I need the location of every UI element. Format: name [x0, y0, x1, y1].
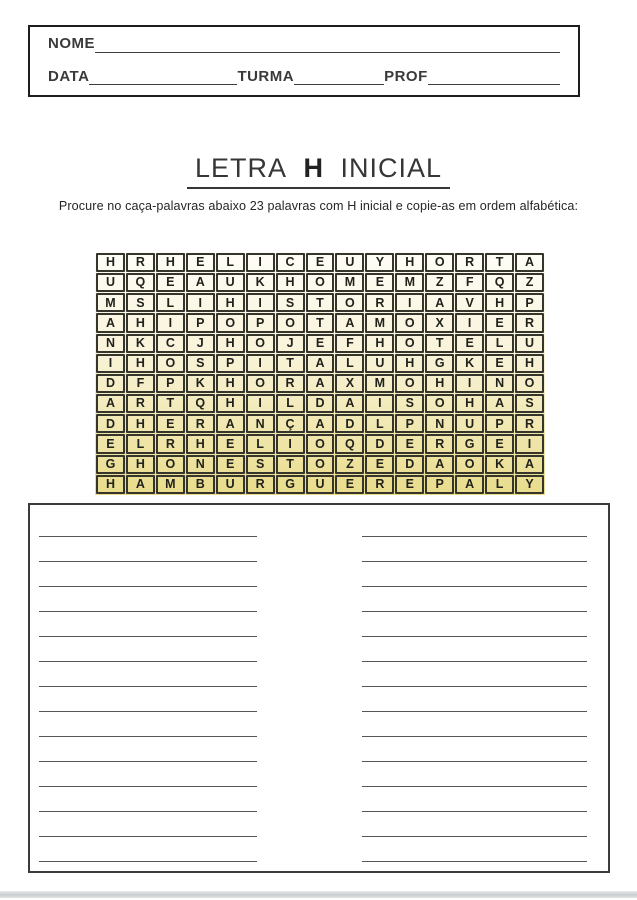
grid-cell: Y [365, 253, 394, 272]
grid-cell: M [365, 374, 394, 393]
grid-cell: L [216, 253, 245, 272]
page-title [0, 153, 637, 189]
grid-cell: E [216, 434, 245, 453]
grid-cell: A [216, 414, 245, 433]
title-letter-h: H [303, 153, 324, 183]
grid-cell: E [306, 334, 335, 353]
grid-cell: G [425, 354, 454, 373]
student-info-box [28, 25, 580, 97]
answer-line[interactable] [362, 612, 587, 637]
answer-line[interactable] [39, 787, 257, 812]
grid-cell: N [246, 414, 275, 433]
grid-cell: H [395, 354, 424, 373]
grid-cell: O [156, 354, 185, 373]
grid-cell: A [335, 394, 364, 413]
grid-cell: U [515, 334, 544, 353]
grid-cell: O [395, 313, 424, 332]
grid-cell: S [246, 455, 275, 474]
page-title-text [187, 153, 450, 189]
answer-line[interactable] [362, 812, 587, 837]
grid-cell: S [276, 293, 305, 312]
grid-cell: A [485, 394, 514, 413]
grid-cell: I [186, 293, 215, 312]
grid-cell: L [276, 394, 305, 413]
answer-line[interactable] [362, 712, 587, 737]
grid-cell: H [365, 334, 394, 353]
grid-cell: H [216, 374, 245, 393]
grid-cell: H [216, 334, 245, 353]
grid-cell: R [365, 293, 394, 312]
grid-cell: F [335, 334, 364, 353]
answer-line[interactable] [362, 512, 587, 537]
answer-line[interactable] [362, 762, 587, 787]
grid-cell: H [455, 394, 484, 413]
title-suffix: INICIAL [340, 153, 443, 183]
grid-cell: E [485, 354, 514, 373]
grid-cell: U [216, 273, 245, 292]
grid-cell: L [485, 334, 514, 353]
grid-cell: D [335, 414, 364, 433]
grid-cell: Q [335, 434, 364, 453]
grid-cell: N [186, 455, 215, 474]
answer-line[interactable] [39, 737, 257, 762]
grid-cell: A [306, 374, 335, 393]
grid-cell: O [515, 374, 544, 393]
grid-cell: N [485, 374, 514, 393]
instruction-text: Procure no caça-palavras abaixo 23 palavras com H inicial e copie-as em ordem alfabética: [58, 199, 579, 213]
grid-cell: A [306, 354, 335, 373]
grid-cell: L [246, 434, 275, 453]
grid-cell: I [395, 293, 424, 312]
grid-cell: F [455, 273, 484, 292]
grid-cell: K [455, 354, 484, 373]
answer-line[interactable] [39, 812, 257, 837]
grid-cell: U [216, 475, 245, 494]
answer-line[interactable] [39, 512, 257, 537]
grid-cell: E [365, 273, 394, 292]
grid-cell: P [425, 475, 454, 494]
grid-cell: Q [126, 273, 155, 292]
grid-cell: I [156, 313, 185, 332]
grid-cell: H [485, 293, 514, 312]
grid-cell: G [276, 475, 305, 494]
answer-line[interactable] [39, 562, 257, 587]
grid-cell: N [425, 414, 454, 433]
grid-cell: P [395, 414, 424, 433]
grid-cell: O [395, 334, 424, 353]
grid-cell: H [126, 354, 155, 373]
answer-column [362, 512, 587, 862]
answer-line[interactable] [362, 587, 587, 612]
grid-cell: I [246, 253, 275, 272]
grid-cell: R [276, 374, 305, 393]
grid-cell: H [126, 455, 155, 474]
grid-cell: O [425, 394, 454, 413]
grid-cell: H [186, 434, 215, 453]
answer-line[interactable] [362, 662, 587, 687]
grid-cell: T [485, 253, 514, 272]
grid-cell: T [306, 313, 335, 332]
grid-cell: O [335, 293, 364, 312]
grid-cell: E [395, 475, 424, 494]
grid-cell: G [455, 434, 484, 453]
grid-cell: C [156, 334, 185, 353]
grid-cell: R [515, 414, 544, 433]
grid-cell: I [455, 313, 484, 332]
grid-cell: T [276, 354, 305, 373]
grid-cell: I [96, 354, 125, 373]
answer-line[interactable] [39, 687, 257, 712]
grid-cell: A [515, 455, 544, 474]
grid-cell: E [156, 414, 185, 433]
grid-cell: J [276, 334, 305, 353]
grid-cell: S [515, 394, 544, 413]
grid-cell: O [306, 273, 335, 292]
grid-cell: R [126, 394, 155, 413]
grid-cell: H [126, 313, 155, 332]
grid-cell: M [365, 313, 394, 332]
grid-cell: K [246, 273, 275, 292]
grid-cell: G [96, 455, 125, 474]
grid-cell: X [335, 374, 364, 393]
grid-cell: R [156, 434, 185, 453]
grid-cell: U [96, 273, 125, 292]
answer-line[interactable] [362, 687, 587, 712]
grid-cell: M [395, 273, 424, 292]
grid-cell: A [186, 273, 215, 292]
grid-cell: M [335, 273, 364, 292]
grid-cell: L [365, 414, 394, 433]
grid-cell: D [395, 455, 424, 474]
grid-cell: E [156, 273, 185, 292]
answer-line[interactable] [39, 612, 257, 637]
grid-cell: I [515, 434, 544, 453]
grid-cell: P [485, 414, 514, 433]
grid-cell: Q [485, 273, 514, 292]
grid-cell: E [335, 475, 364, 494]
grid-cell: Y [515, 475, 544, 494]
grid-cell: H [156, 253, 185, 272]
grid-cell: M [96, 293, 125, 312]
grid-cell: Z [515, 273, 544, 292]
grid-cell: O [455, 455, 484, 474]
name-label: NOME [48, 35, 95, 52]
answer-line[interactable] [39, 762, 257, 787]
answer-line[interactable] [39, 637, 257, 662]
name-input-line[interactable] [95, 37, 560, 53]
grid-cell: K [485, 455, 514, 474]
teacher-input-line[interactable] [428, 69, 560, 85]
grid-cell: I [276, 434, 305, 453]
answer-line[interactable] [39, 837, 257, 862]
answer-line[interactable] [39, 587, 257, 612]
answer-line[interactable] [362, 637, 587, 662]
grid-cell: H [216, 394, 245, 413]
grid-cell: E [455, 334, 484, 353]
grid-cell: H [515, 354, 544, 373]
grid-cell: D [306, 394, 335, 413]
class-label: TURMA [237, 67, 295, 85]
grid-cell: S [395, 394, 424, 413]
date-label: DATA [48, 67, 90, 85]
grid-cell: T [276, 455, 305, 474]
answer-line[interactable] [362, 837, 587, 862]
grid-cell: U [335, 253, 364, 272]
grid-cell: K [186, 374, 215, 393]
title-prefix: LETRA [194, 153, 287, 183]
grid-cell: X [425, 313, 454, 332]
word-grid [95, 252, 545, 495]
grid-cell: E [485, 313, 514, 332]
grid-cell: H [126, 414, 155, 433]
answers-box [28, 503, 610, 873]
date-class-prof-row [48, 69, 560, 86]
teacher-label: PROF [384, 67, 428, 85]
grid-cell: N [96, 334, 125, 353]
grid-cell: T [156, 394, 185, 413]
grid-cell: O [276, 313, 305, 332]
class-input-line[interactable] [294, 69, 384, 85]
grid-cell: J [186, 334, 215, 353]
grid-cell: R [365, 475, 394, 494]
grid-cell: P [186, 313, 215, 332]
grid-cell: A [96, 394, 125, 413]
grid-cell: D [96, 374, 125, 393]
grid-cell: T [306, 293, 335, 312]
grid-cell: L [485, 475, 514, 494]
grid-cell: P [515, 293, 544, 312]
grid-cell: A [455, 475, 484, 494]
grid-cell: U [455, 414, 484, 433]
grid-cell: A [306, 414, 335, 433]
grid-cell: H [216, 293, 245, 312]
grid-cell: A [335, 313, 364, 332]
grid-cell: R [126, 253, 155, 272]
grid-cell: A [126, 475, 155, 494]
grid-cell: Q [186, 394, 215, 413]
grid-cell: A [96, 313, 125, 332]
grid-cell: L [156, 293, 185, 312]
grid-cell: R [515, 313, 544, 332]
grid-cell: O [246, 334, 275, 353]
grid-cell: S [186, 354, 215, 373]
grid-cell: A [425, 293, 454, 312]
grid-cell: F [126, 374, 155, 393]
grid-cell: M [156, 475, 185, 494]
grid-cell: H [425, 374, 454, 393]
grid-cell: V [455, 293, 484, 312]
grid-cell: E [395, 434, 424, 453]
grid-cell: O [306, 455, 335, 474]
grid-cell: D [96, 414, 125, 433]
grid-cell: P [246, 313, 275, 332]
grid-cell: R [186, 414, 215, 433]
answer-line[interactable] [362, 737, 587, 762]
grid-cell: H [276, 273, 305, 292]
grid-cell: R [246, 475, 275, 494]
grid-cell: E [216, 455, 245, 474]
grid-cell: A [425, 455, 454, 474]
grid-cell: L [126, 434, 155, 453]
grid-cell: O [246, 374, 275, 393]
grid-cell: B [186, 475, 215, 494]
grid-cell: L [335, 354, 364, 373]
grid-cell: R [425, 434, 454, 453]
grid-cell: T [425, 334, 454, 353]
answer-line[interactable] [362, 787, 587, 812]
grid-cell: A [515, 253, 544, 272]
grid-cell: P [216, 354, 245, 373]
answer-line[interactable] [362, 562, 587, 587]
grid-cell: Z [425, 273, 454, 292]
grid-cell: O [425, 253, 454, 272]
grid-cell: E [306, 253, 335, 272]
grid-cell: O [216, 313, 245, 332]
grid-cell: E [365, 455, 394, 474]
grid-cell: I [246, 354, 275, 373]
grid-cell: U [365, 354, 394, 373]
name-row [48, 36, 560, 53]
grid-cell: H [96, 253, 125, 272]
grid-cell: E [186, 253, 215, 272]
answer-line[interactable] [39, 662, 257, 687]
grid-cell: R [455, 253, 484, 272]
answer-line[interactable] [362, 537, 587, 562]
grid-cell: H [395, 253, 424, 272]
grid-cell: U [306, 475, 335, 494]
grid-cell: C [276, 253, 305, 272]
grid-cell: P [156, 374, 185, 393]
date-input-line[interactable] [89, 69, 237, 85]
grid-cell: E [485, 434, 514, 453]
grid-cell: K [126, 334, 155, 353]
grid-cell: O [156, 455, 185, 474]
grid-cell: I [455, 374, 484, 393]
scan-edge-shadow [0, 891, 637, 898]
answer-column [39, 512, 257, 862]
grid-cell: I [246, 293, 275, 312]
grid-cell: H [96, 475, 125, 494]
grid-cell: E [96, 434, 125, 453]
grid-cell: S [126, 293, 155, 312]
grid-cell: O [306, 434, 335, 453]
answer-line[interactable] [39, 537, 257, 562]
grid-cell: O [395, 374, 424, 393]
grid-cell: D [365, 434, 394, 453]
answer-line[interactable] [39, 712, 257, 737]
grid-cell: Ç [276, 414, 305, 433]
grid-cell: I [365, 394, 394, 413]
grid-cell: I [246, 394, 275, 413]
grid-cell: Z [335, 455, 364, 474]
